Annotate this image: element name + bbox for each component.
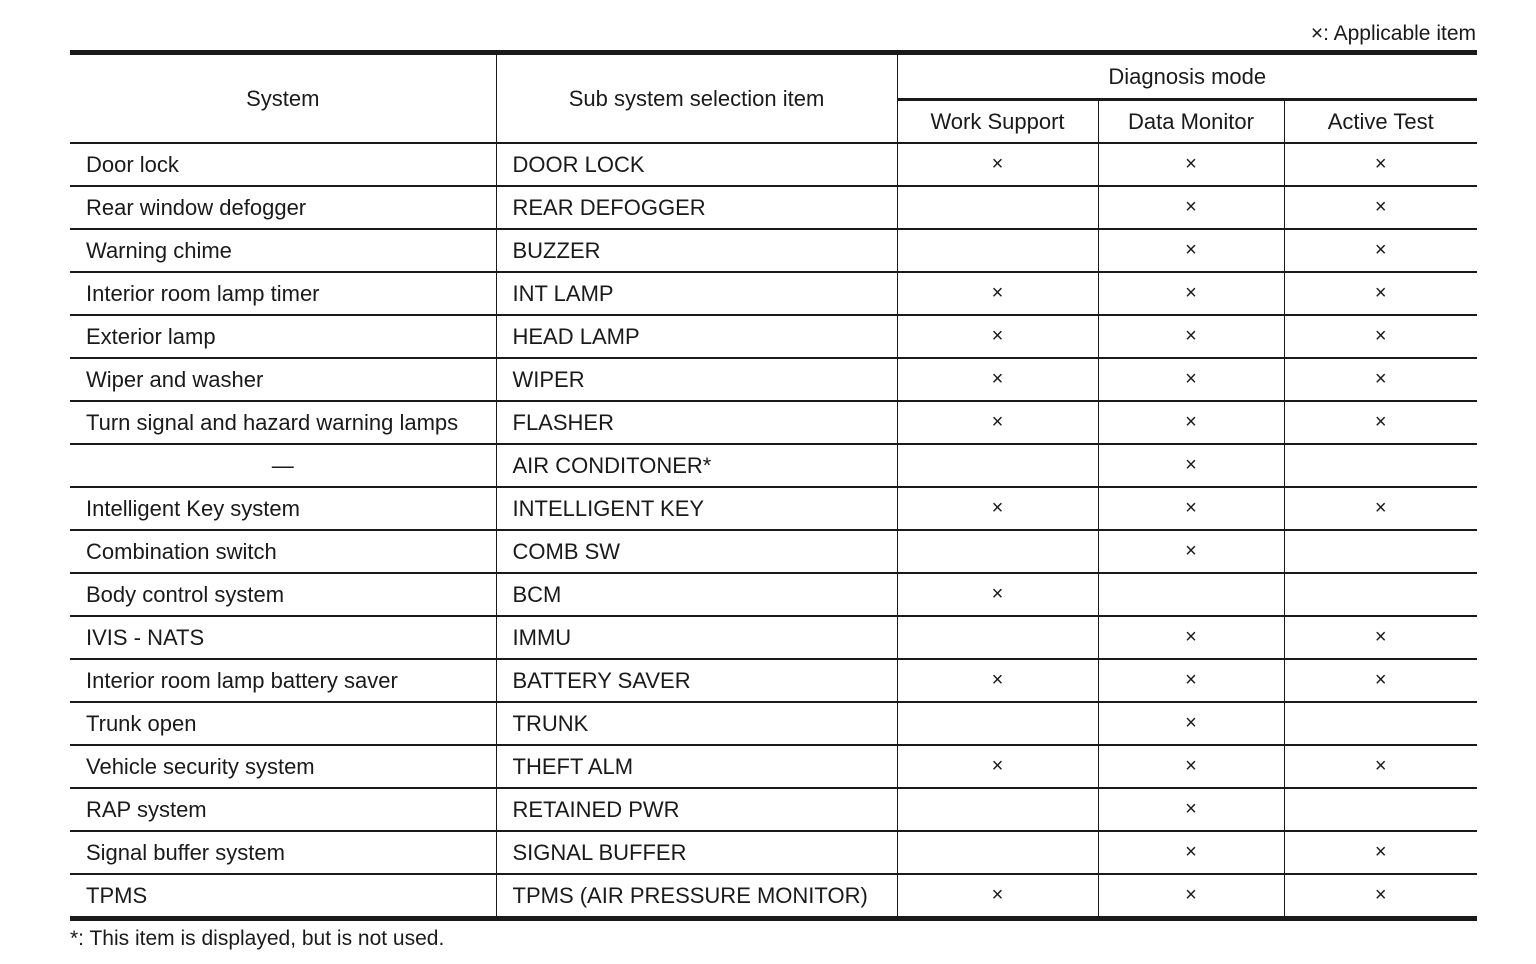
work-support-cell xyxy=(897,702,1098,745)
system-cell: Combination switch xyxy=(70,530,496,573)
table-row xyxy=(70,573,1477,616)
table-row xyxy=(70,702,1477,745)
active-test-cell: × xyxy=(1284,487,1477,530)
active-test-cell: × xyxy=(1284,315,1477,358)
data-monitor-cell: × xyxy=(1098,788,1284,831)
data-monitor-cell: × xyxy=(1098,487,1284,530)
data-monitor-cell: × xyxy=(1098,745,1284,788)
system-cell: Interior room lamp timer xyxy=(70,272,496,315)
work-support-cell xyxy=(897,186,1098,229)
sub-system-cell: INT LAMP xyxy=(496,272,897,315)
table-row xyxy=(70,143,1477,186)
footnote: *: This item is displayed, but is not used. xyxy=(70,927,445,950)
data-monitor-cell: × xyxy=(1098,530,1284,573)
work-support-cell: × xyxy=(897,874,1098,919)
system-cell: RAP system xyxy=(70,788,496,831)
system-cell: Warning chime xyxy=(70,229,496,272)
table-row xyxy=(70,358,1477,401)
sub-system-cell: BCM xyxy=(496,573,897,616)
system-cell: Turn signal and hazard warning lamps xyxy=(70,401,496,444)
system-cell: Signal buffer system xyxy=(70,831,496,874)
work-support-cell xyxy=(897,788,1098,831)
work-support-cell xyxy=(897,616,1098,659)
work-support-cell xyxy=(897,444,1098,487)
data-monitor-cell: × xyxy=(1098,444,1284,487)
work-support-cell: × xyxy=(897,272,1098,315)
table-row xyxy=(70,530,1477,573)
data-monitor-cell: × xyxy=(1098,659,1284,702)
work-support-cell xyxy=(897,831,1098,874)
sub-system-cell: INTELLIGENT KEY xyxy=(496,487,897,530)
data-monitor-cell: × xyxy=(1098,401,1284,444)
work-support-cell: × xyxy=(897,745,1098,788)
work-support-cell: × xyxy=(897,315,1098,358)
sub-system-cell: WIPER xyxy=(496,358,897,401)
system-cell: Vehicle security system xyxy=(70,745,496,788)
sub-system-cell: TRUNK xyxy=(496,702,897,745)
data-monitor-cell: × xyxy=(1098,831,1284,874)
active-test-cell: × xyxy=(1284,401,1477,444)
work-support-cell: × xyxy=(897,573,1098,616)
sub-system-cell: IMMU xyxy=(496,616,897,659)
header-work-support: Work Support xyxy=(897,100,1098,144)
active-test-cell: × xyxy=(1284,143,1477,186)
table-row xyxy=(70,186,1477,229)
data-monitor-cell: × xyxy=(1098,702,1284,745)
header-sub-system: Sub system selection item xyxy=(496,53,897,144)
work-support-cell: × xyxy=(897,143,1098,186)
table-row xyxy=(70,616,1477,659)
table-row xyxy=(70,745,1477,788)
system-cell: Intelligent Key system xyxy=(70,487,496,530)
table-row xyxy=(70,444,1477,487)
active-test-cell: × xyxy=(1284,659,1477,702)
data-monitor-cell: × xyxy=(1098,272,1284,315)
sub-system-cell: SIGNAL BUFFER xyxy=(496,831,897,874)
system-cell: Wiper and washer xyxy=(70,358,496,401)
sub-system-cell: DOOR LOCK xyxy=(496,143,897,186)
table-header xyxy=(70,53,1477,144)
sub-system-cell: FLASHER xyxy=(496,401,897,444)
table-row xyxy=(70,659,1477,702)
active-test-cell: × xyxy=(1284,229,1477,272)
active-test-cell xyxy=(1284,788,1477,831)
system-cell: Door lock xyxy=(70,143,496,186)
work-support-cell: × xyxy=(897,401,1098,444)
system-cell: IVIS - NATS xyxy=(70,616,496,659)
header-active-test: Active Test xyxy=(1284,100,1477,144)
active-test-cell xyxy=(1284,573,1477,616)
active-test-cell xyxy=(1284,530,1477,573)
sub-system-cell: REAR DEFOGGER xyxy=(496,186,897,229)
work-support-cell xyxy=(897,229,1098,272)
active-test-cell: × xyxy=(1284,272,1477,315)
sub-system-cell: BUZZER xyxy=(496,229,897,272)
data-monitor-cell: × xyxy=(1098,229,1284,272)
system-cell: Rear window defogger xyxy=(70,186,496,229)
sub-system-cell: COMB SW xyxy=(496,530,897,573)
system-cell: Trunk open xyxy=(70,702,496,745)
sub-system-cell: AIR CONDITONER* xyxy=(496,444,897,487)
data-monitor-cell: × xyxy=(1098,358,1284,401)
applicable-item-legend: ×: Applicable item xyxy=(1310,22,1476,45)
system-cell: — xyxy=(70,444,496,487)
active-test-cell xyxy=(1284,702,1477,745)
header-system: System xyxy=(70,53,496,144)
header-diagnosis-mode: Diagnosis mode xyxy=(897,53,1477,100)
data-monitor-cell xyxy=(1098,573,1284,616)
work-support-cell xyxy=(897,530,1098,573)
diagnosis-mode-table xyxy=(70,50,1477,921)
table-row xyxy=(70,401,1477,444)
work-support-cell: × xyxy=(897,487,1098,530)
sub-system-cell: TPMS (AIR PRESSURE MONITOR) xyxy=(496,874,897,919)
table-row xyxy=(70,831,1477,874)
table-body xyxy=(70,143,1477,919)
sub-system-cell: RETAINED PWR xyxy=(496,788,897,831)
table-row xyxy=(70,272,1477,315)
active-test-cell: × xyxy=(1284,745,1477,788)
header-data-monitor: Data Monitor xyxy=(1098,100,1284,144)
active-test-cell xyxy=(1284,444,1477,487)
data-monitor-cell: × xyxy=(1098,315,1284,358)
system-cell: Interior room lamp battery saver xyxy=(70,659,496,702)
data-monitor-cell: × xyxy=(1098,616,1284,659)
work-support-cell: × xyxy=(897,358,1098,401)
system-cell: Body control system xyxy=(70,573,496,616)
table-row xyxy=(70,229,1477,272)
sub-system-cell: BATTERY SAVER xyxy=(496,659,897,702)
table-row xyxy=(70,315,1477,358)
sub-system-cell: HEAD LAMP xyxy=(496,315,897,358)
active-test-cell: × xyxy=(1284,831,1477,874)
data-monitor-cell: × xyxy=(1098,143,1284,186)
data-monitor-cell: × xyxy=(1098,186,1284,229)
data-monitor-cell: × xyxy=(1098,874,1284,919)
active-test-cell: × xyxy=(1284,186,1477,229)
work-support-cell: × xyxy=(897,659,1098,702)
system-cell: Exterior lamp xyxy=(70,315,496,358)
table-row xyxy=(70,874,1477,919)
table-row xyxy=(70,487,1477,530)
system-cell: TPMS xyxy=(70,874,496,919)
active-test-cell: × xyxy=(1284,874,1477,919)
sub-system-cell: THEFT ALM xyxy=(496,745,897,788)
active-test-cell: × xyxy=(1284,616,1477,659)
active-test-cell: × xyxy=(1284,358,1477,401)
table-row xyxy=(70,788,1477,831)
